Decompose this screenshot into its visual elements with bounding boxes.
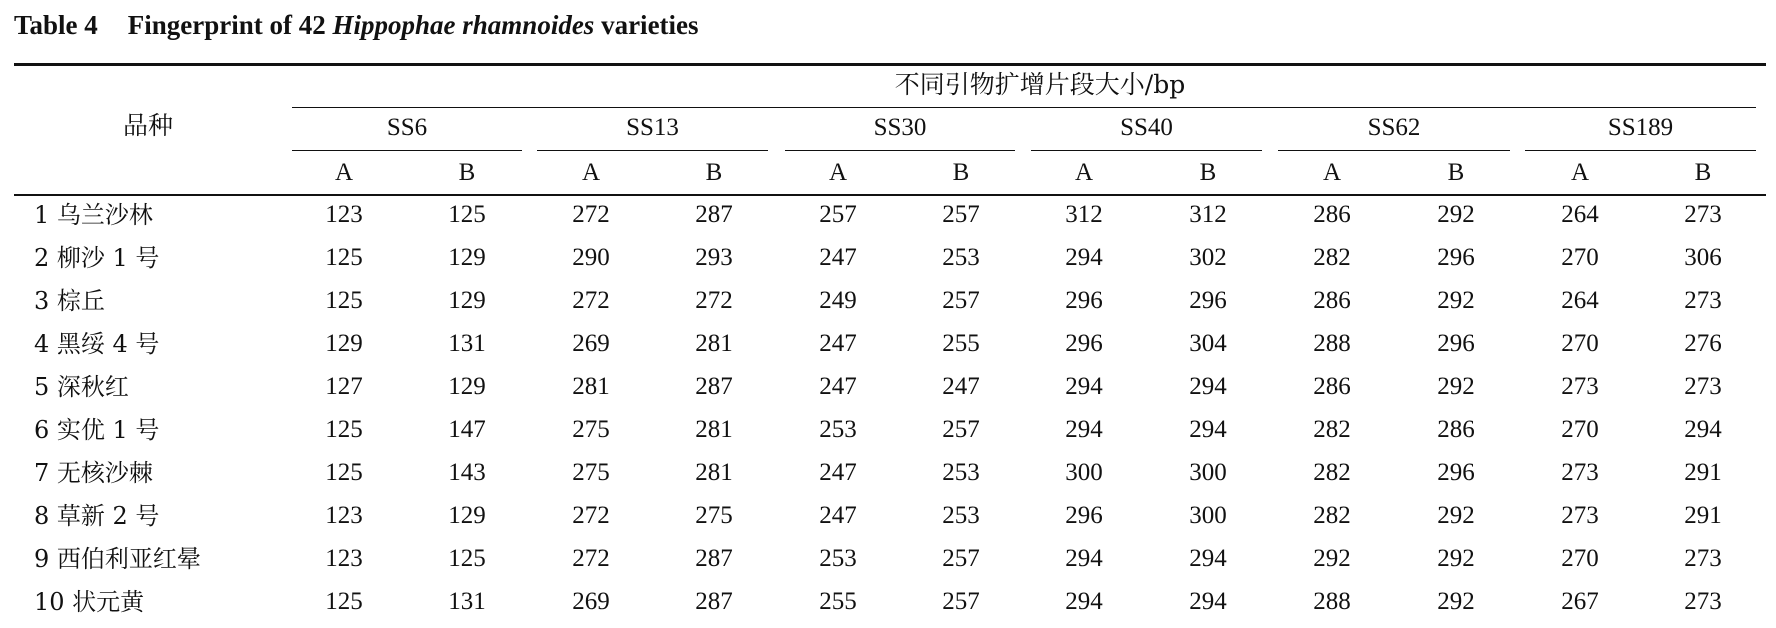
table-caption <box>14 10 699 41</box>
table-cell: 131 <box>448 588 486 615</box>
table-cell: 300 <box>1189 502 1227 529</box>
table-cell: 272 <box>572 545 610 572</box>
primer-rule <box>537 150 768 151</box>
table-cell: 147 <box>448 416 486 443</box>
table-cell: 247 <box>942 373 980 400</box>
table-cell: 143 <box>448 459 486 486</box>
table-cell: 269 <box>572 588 610 615</box>
row-header: 品种 <box>122 111 174 140</box>
allele-header-b: B <box>1199 159 1217 186</box>
table-cell: 272 <box>572 201 610 228</box>
table-cell: 292 <box>1437 201 1475 228</box>
table-cell: 264 <box>1561 287 1599 314</box>
table-cell: 282 <box>1313 459 1351 486</box>
table-cell: 276 <box>1684 330 1722 357</box>
primer-header-ss189: SS189 <box>1607 114 1674 141</box>
allele-header-a: A <box>1074 159 1094 186</box>
table-cell: 292 <box>1313 545 1351 572</box>
variety-name: 10 状元黄 <box>34 588 145 616</box>
table-cell: 290 <box>572 244 610 271</box>
table-cell: 291 <box>1684 459 1722 486</box>
table-cell: 288 <box>1313 588 1351 615</box>
table-cell: 272 <box>572 287 610 314</box>
table-cell: 296 <box>1437 330 1475 357</box>
table-cell: 304 <box>1189 330 1227 357</box>
allele-header-a: A <box>581 159 601 186</box>
table-cell: 270 <box>1561 416 1599 443</box>
table-cell: 306 <box>1684 244 1722 271</box>
primer-rule <box>1278 150 1510 151</box>
table-cell: 296 <box>1065 502 1103 529</box>
table-cell: 292 <box>1437 287 1475 314</box>
table-cell: 288 <box>1313 330 1351 357</box>
table-cell: 255 <box>819 588 857 615</box>
table-cell: 267 <box>1561 588 1599 615</box>
table-cell: 125 <box>325 416 363 443</box>
primer-rule <box>292 150 522 151</box>
table-cell: 292 <box>1437 373 1475 400</box>
allele-header-a: A <box>1322 159 1342 186</box>
table-cell: 287 <box>695 201 733 228</box>
primer-rule <box>785 150 1015 151</box>
table-cell: 286 <box>1437 416 1475 443</box>
table-cell: 257 <box>942 416 980 443</box>
variety-name: 4 黑绥 4 号 <box>34 330 160 358</box>
table-cell: 287 <box>695 545 733 572</box>
table-cell: 302 <box>1189 244 1227 271</box>
table-cell: 294 <box>1189 545 1227 572</box>
table-cell: 273 <box>1561 459 1599 486</box>
variety-name: 6 实优 1 号 <box>34 416 160 444</box>
table-cell: 312 <box>1189 201 1227 228</box>
variety-name: 3 棕丘 <box>34 287 105 315</box>
table-cell: 253 <box>819 416 857 443</box>
table-cell: 273 <box>1561 373 1599 400</box>
table-cell: 129 <box>448 287 486 314</box>
table-cell: 247 <box>819 330 857 357</box>
caption-prefix: Fingerprint of 42 <box>127 10 326 40</box>
table-cell: 257 <box>942 545 980 572</box>
variety-name: 2 柳沙 1 号 <box>34 244 160 272</box>
table-cell: 129 <box>448 502 486 529</box>
table-cell: 270 <box>1561 330 1599 357</box>
table-cell: 275 <box>572 416 610 443</box>
table-cell: 123 <box>325 545 363 572</box>
table-cell: 286 <box>1313 287 1351 314</box>
variety-name: 7 无核沙棘 <box>34 459 153 487</box>
table-cell: 275 <box>695 502 733 529</box>
table-cell: 273 <box>1561 502 1599 529</box>
table-cell: 253 <box>942 244 980 271</box>
table-cell: 312 <box>1065 201 1103 228</box>
table-cell: 294 <box>1684 416 1722 443</box>
table-cell: 125 <box>448 545 486 572</box>
table-cell: 247 <box>819 244 857 271</box>
table-cell: 257 <box>942 287 980 314</box>
table-cell: 292 <box>1437 545 1475 572</box>
table-cell: 257 <box>819 201 857 228</box>
table-cell: 125 <box>325 287 363 314</box>
table-cell: 129 <box>448 244 486 271</box>
table-cell: 294 <box>1065 588 1103 615</box>
table-cell: 247 <box>819 373 857 400</box>
table-cell: 247 <box>819 459 857 486</box>
table-cell: 125 <box>448 201 486 228</box>
variety-name: 9 西伯利亚红晕 <box>34 545 201 573</box>
table-cell: 294 <box>1065 545 1103 572</box>
primer-header-ss62: SS62 <box>1367 114 1421 141</box>
table-cell: 123 <box>325 201 363 228</box>
table-cell: 294 <box>1065 244 1103 271</box>
table-cell: 125 <box>325 244 363 271</box>
table-cell: 296 <box>1437 244 1475 271</box>
allele-header-a: A <box>334 159 354 186</box>
table-cell: 253 <box>942 502 980 529</box>
variety-name: 8 草新 2 号 <box>34 502 160 530</box>
table-cell: 281 <box>695 330 733 357</box>
table-cell: 275 <box>572 459 610 486</box>
table-cell: 282 <box>1313 244 1351 271</box>
group-header: 不同引物扩增片段大小/bp <box>894 70 1186 99</box>
table-cell: 294 <box>1189 588 1227 615</box>
table-cell: 300 <box>1189 459 1227 486</box>
primer-header-ss40: SS40 <box>1120 114 1173 141</box>
table-cell: 286 <box>1313 373 1351 400</box>
table-cell: 125 <box>325 588 363 615</box>
primer-rule <box>1525 150 1756 151</box>
table-cell: 273 <box>1684 287 1722 314</box>
table-cell: 294 <box>1189 373 1227 400</box>
header-bottom-rule <box>14 194 1766 196</box>
caption-species: Hippophae rhamnoides <box>332 10 595 40</box>
table-cell: 264 <box>1561 201 1599 228</box>
table-cell: 281 <box>695 459 733 486</box>
table-cell: 269 <box>572 330 610 357</box>
table-cell: 253 <box>942 459 980 486</box>
table-cell: 249 <box>819 287 857 314</box>
top-rule <box>14 63 1766 66</box>
primer-rule <box>1031 150 1262 151</box>
table-cell: 287 <box>695 373 733 400</box>
allele-header-a: A <box>828 159 848 186</box>
table-cell: 281 <box>572 373 610 400</box>
table-cell: 292 <box>1437 502 1475 529</box>
table-cell: 282 <box>1313 416 1351 443</box>
table-cell: 273 <box>1684 545 1722 572</box>
table-cell: 296 <box>1437 459 1475 486</box>
caption-suffix: varieties <box>601 10 699 40</box>
allele-header-a: A <box>1570 159 1590 186</box>
table-cell: 273 <box>1684 373 1722 400</box>
group-rule <box>292 107 1756 108</box>
table-cell: 253 <box>819 545 857 572</box>
allele-header-b: B <box>1694 159 1712 186</box>
table-cell: 257 <box>942 588 980 615</box>
table-cell: 296 <box>1065 330 1103 357</box>
table-cell: 127 <box>325 373 363 400</box>
table-cell: 273 <box>1684 588 1722 615</box>
table-cell: 247 <box>819 502 857 529</box>
table-cell: 270 <box>1561 244 1599 271</box>
variety-name: 5 深秋红 <box>34 373 129 401</box>
table-cell: 123 <box>325 502 363 529</box>
primer-header-ss13: SS13 <box>626 114 679 141</box>
table-cell: 293 <box>695 244 733 271</box>
allele-header-b: B <box>952 159 970 186</box>
variety-name: 1 乌兰沙林 <box>34 201 153 229</box>
table-cell: 125 <box>325 459 363 486</box>
table-cell: 296 <box>1065 287 1103 314</box>
table-cell: 281 <box>695 416 733 443</box>
table-cell: 296 <box>1189 287 1227 314</box>
table-cell: 257 <box>942 201 980 228</box>
primer-header-ss6: SS6 <box>386 114 428 141</box>
table-cell: 294 <box>1065 373 1103 400</box>
table-cell: 272 <box>695 287 733 314</box>
table-cell: 270 <box>1561 545 1599 572</box>
table-cell: 287 <box>695 588 733 615</box>
table-cell: 286 <box>1313 201 1351 228</box>
table-cell: 129 <box>325 330 363 357</box>
allele-header-b: B <box>1447 159 1465 186</box>
table-cell: 129 <box>448 373 486 400</box>
table-cell: 292 <box>1437 588 1475 615</box>
table-label: Table 4 <box>14 10 98 40</box>
table-cell: 273 <box>1684 201 1722 228</box>
table-cell: 282 <box>1313 502 1351 529</box>
table-cell: 294 <box>1189 416 1227 443</box>
table-cell: 300 <box>1065 459 1103 486</box>
table-cell: 291 <box>1684 502 1722 529</box>
table-cell: 272 <box>572 502 610 529</box>
table-cell: 131 <box>448 330 486 357</box>
allele-header-b: B <box>705 159 723 186</box>
primer-header-ss30: SS30 <box>873 114 927 141</box>
allele-header-b: B <box>458 159 476 186</box>
table-cell: 255 <box>942 330 980 357</box>
table-cell: 294 <box>1065 416 1103 443</box>
